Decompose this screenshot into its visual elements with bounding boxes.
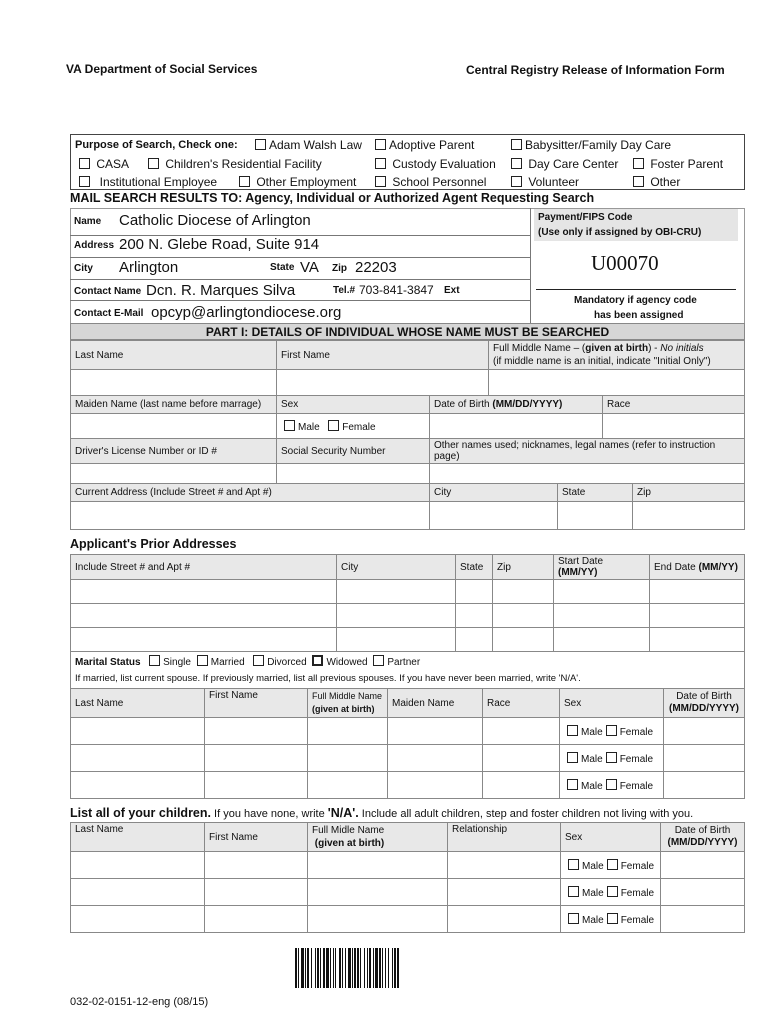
- child-first-name-input[interactable]: [205, 852, 308, 879]
- male-checkbox[interactable]: [568, 913, 579, 924]
- marital-status-label: Marital Status: [75, 657, 141, 668]
- spouse-middle-input[interactable]: [308, 745, 388, 772]
- barcode-bar: [317, 948, 319, 988]
- barcode-bar: [394, 948, 396, 988]
- option-volunteer[interactable]: Volunteer: [511, 175, 579, 189]
- child-first-name-input[interactable]: [205, 906, 308, 933]
- end-date-input[interactable]: [650, 604, 745, 628]
- prior-zip-label: Zip: [493, 555, 554, 580]
- option-other[interactable]: Other: [633, 175, 680, 189]
- spouse-last-name-input[interactable]: [71, 772, 205, 799]
- barcode-bar: [311, 948, 312, 988]
- spouse-last-name-label: Last Name: [71, 689, 205, 718]
- spouse-dob-input[interactable]: [664, 745, 745, 772]
- child-relationship-input[interactable]: [448, 852, 561, 879]
- female-checkbox[interactable]: [606, 779, 617, 790]
- child-middle-input[interactable]: [308, 852, 448, 879]
- part1-heading: PART I: DETAILS OF INDIVIDUAL WHOSE NAME MUST BE SEARCHED: [205, 325, 610, 339]
- barcode-bar: [301, 948, 304, 988]
- prior-zip-input[interactable]: [493, 580, 554, 604]
- purpose-label: Purpose of Search, Check one: [75, 139, 234, 151]
- child-sex-label: Sex: [561, 823, 661, 852]
- spouse-sex-label: Sex: [560, 689, 664, 718]
- child-last-name-input[interactable]: [71, 879, 205, 906]
- contact-name-field[interactable]: Dcn. R. Marques Silva: [146, 282, 296, 299]
- spouse-maiden-input[interactable]: [388, 745, 483, 772]
- single-checkbox[interactable]: [149, 655, 160, 666]
- sex-label: Sex: [277, 396, 430, 414]
- tel-field[interactable]: 703-841-3847: [359, 283, 434, 297]
- spouse-sex-input[interactable]: Male Female: [560, 745, 664, 772]
- race-label: Race: [603, 396, 745, 414]
- checkbox[interactable]: [375, 158, 386, 169]
- name-label: Name: [74, 216, 102, 227]
- state-field[interactable]: VA: [300, 259, 319, 276]
- spouse-maiden-input[interactable]: [388, 772, 483, 799]
- current-zip-input[interactable]: [633, 502, 745, 530]
- child-last-name-input[interactable]: [71, 852, 205, 879]
- barcode-bar: [315, 948, 316, 988]
- female-checkbox[interactable]: [607, 913, 618, 924]
- marital-status-row: Marital Status Single Married Divorced Widowed Partner: [75, 657, 421, 668]
- child-middle-input[interactable]: [308, 906, 448, 933]
- male-checkbox[interactable]: [284, 420, 295, 431]
- dob-label: Date of Birth (MM/DD/YYYY): [430, 396, 603, 414]
- child-relationship-input[interactable]: [448, 906, 561, 933]
- spouse-race-input[interactable]: [483, 745, 560, 772]
- barcode-bar: [352, 948, 353, 988]
- barcode-bar: [375, 948, 378, 988]
- child-first-name-input[interactable]: [205, 879, 308, 906]
- spouse-dob-label: Date of Birth (MM/DD/YYYY): [664, 689, 745, 718]
- spouse-middle-input[interactable]: [308, 718, 388, 745]
- spouse-first-name-input[interactable]: [205, 772, 308, 799]
- zip-field[interactable]: 22203: [355, 259, 397, 276]
- current-zip-label: Zip: [633, 484, 745, 502]
- checkbox[interactable]: [239, 176, 250, 187]
- barcode-bar: [305, 948, 306, 988]
- barcode-bar: [326, 948, 329, 988]
- fips-sublabel: (Use only if assigned by OBI-CRU): [538, 227, 702, 238]
- divorced-checkbox[interactable]: [253, 655, 264, 666]
- barcode-bar: [345, 948, 346, 988]
- prior-street-input[interactable]: [71, 604, 337, 628]
- spouse-sex-input[interactable]: Male Female: [560, 718, 664, 745]
- checkbox[interactable]: [633, 176, 644, 187]
- child-dob-input[interactable]: [661, 906, 745, 933]
- prior-state-input[interactable]: [456, 604, 493, 628]
- spouse-maiden-name-label: Maiden Name: [388, 689, 483, 718]
- start-date-label: Start Date (MM/YY): [554, 555, 650, 580]
- barcode-bar: [330, 948, 331, 988]
- fips-code-field[interactable]: U00070: [591, 251, 659, 275]
- spouse-middle-name-label: Full Middle Name (given at birth): [308, 689, 388, 718]
- middle-name-label: Full Middle Name – (given at birth) - No initials (if middle name is an initial, indicate "Initial Only"): [489, 341, 745, 370]
- current-state-input[interactable]: [558, 502, 633, 530]
- prior-addresses-table: [70, 554, 745, 652]
- barcode-bar: [385, 948, 386, 988]
- contact-name-label: Contact Name: [74, 286, 142, 297]
- end-date-label: End Date (MM/YY): [650, 555, 745, 580]
- current-address-input[interactable]: [71, 502, 430, 530]
- option-day-care-center[interactable]: Day Care Center: [511, 157, 618, 171]
- child-middle-input[interactable]: [308, 879, 448, 906]
- prior-city-input[interactable]: [337, 604, 456, 628]
- middle-name-input[interactable]: [489, 370, 745, 396]
- first-name-input[interactable]: [277, 370, 489, 396]
- barcode-bar: [335, 948, 336, 988]
- prior-city-input[interactable]: [337, 580, 456, 604]
- checkbox[interactable]: [79, 158, 90, 169]
- barcode-bar: [382, 948, 383, 988]
- female-checkbox[interactable]: [606, 752, 617, 763]
- spouse-race-input[interactable]: [483, 718, 560, 745]
- spouse-table: [70, 688, 745, 799]
- prior-street-label: Include Street # and Apt #: [71, 555, 337, 580]
- male-checkbox[interactable]: [568, 886, 579, 897]
- option-casa[interactable]: CASA: [79, 157, 129, 171]
- barcode-bar: [295, 948, 297, 988]
- checkbox[interactable]: [79, 176, 90, 187]
- male-checkbox[interactable]: [567, 779, 578, 790]
- prior-state-input[interactable]: [456, 580, 493, 604]
- email-field[interactable]: opcyp@arlingtondiocese.org: [151, 304, 342, 321]
- part1-table-2: [70, 395, 745, 489]
- current-address-label: Current Address (Include Street # and Apt #): [71, 484, 430, 502]
- barcode-bar: [339, 948, 341, 988]
- male-checkbox[interactable]: [567, 725, 578, 736]
- spouse-first-name-label: First Name: [205, 689, 308, 718]
- spouse-sex-input[interactable]: Male Female: [560, 772, 664, 799]
- checkbox[interactable]: [511, 158, 522, 169]
- checkbox[interactable]: [511, 139, 522, 150]
- female-checkbox[interactable]: [607, 886, 618, 897]
- spouse-last-name-input[interactable]: [71, 745, 205, 772]
- mandatory-note-2: has been assigned: [594, 310, 684, 321]
- married-checkbox[interactable]: [197, 655, 208, 666]
- other-names-label: Other names used; nicknames, legal names (refer to instruction page): [430, 439, 745, 464]
- barcode-bar: [397, 948, 399, 988]
- checkbox[interactable]: [511, 176, 522, 187]
- child-sex-input[interactable]: Male Female: [561, 852, 661, 879]
- barcode-bar: [354, 948, 356, 988]
- mandatory-note: Mandatory if agency code: [574, 295, 697, 306]
- prior-state-label: State: [456, 555, 493, 580]
- option-childrens-residential[interactable]: Children's Residential Facility: [148, 157, 322, 171]
- state-label: State: [270, 262, 295, 273]
- form-title: Central Registry Release of Information Form: [466, 63, 725, 77]
- child-sex-input[interactable]: Male Female: [561, 879, 661, 906]
- address-label: Address: [74, 240, 115, 251]
- option-other-employment[interactable]: Other Employment: [239, 175, 356, 189]
- address-field[interactable]: 200 N. Glebe Road, Suite 914: [119, 236, 320, 253]
- checkbox[interactable]: [633, 158, 644, 169]
- spouse-race-input[interactable]: [483, 772, 560, 799]
- checkbox[interactable]: [375, 176, 386, 187]
- checkbox[interactable]: [148, 158, 159, 169]
- marital-instruction: If married, list current spouse. If previously married, list all previous spouses. If you have never been married, write 'N/A'.: [75, 673, 581, 684]
- ext-label: Ext: [444, 285, 460, 296]
- barcode-bar: [364, 948, 365, 988]
- male-checkbox[interactable]: [567, 752, 578, 763]
- female-checkbox[interactable]: [606, 725, 617, 736]
- barcode-bar: [369, 948, 371, 988]
- start-date-input[interactable]: [554, 604, 650, 628]
- barcode-bar: [388, 948, 389, 988]
- current-address-table: [70, 483, 745, 530]
- child-relationship-label: Relationship: [448, 823, 561, 852]
- option-custody-evaluation[interactable]: Custody Evaluation: [375, 157, 496, 171]
- part1-table: [70, 340, 745, 396]
- spouse-dob-input[interactable]: [664, 718, 745, 745]
- barcode-bar: [298, 948, 299, 988]
- form-number: 032-02-0151-12-eng (08/15): [70, 996, 209, 1008]
- email-label: Contact E-Mail: [74, 308, 144, 319]
- child-dob-input[interactable]: [661, 852, 745, 879]
- spouse-race-label: Race: [483, 689, 560, 718]
- city-field[interactable]: Arlington: [119, 259, 179, 276]
- spouse-first-name-input[interactable]: [205, 718, 308, 745]
- barcode-bar: [320, 948, 321, 988]
- race-input[interactable]: [603, 414, 745, 439]
- partner-checkbox[interactable]: [373, 655, 384, 666]
- spouse-maiden-input[interactable]: [388, 718, 483, 745]
- end-date-input[interactable]: [650, 580, 745, 604]
- current-state-label: State: [558, 484, 633, 502]
- tel-label: Tel.#: [333, 285, 356, 296]
- dob-input[interactable]: [430, 414, 603, 439]
- child-first-name-label: First Name: [205, 823, 308, 852]
- city-label: City: [74, 263, 93, 274]
- female-checkbox[interactable]: [607, 859, 618, 870]
- maiden-name-input[interactable]: [71, 414, 277, 439]
- barcode-icon: [295, 948, 475, 990]
- agency-name: VA Department of Social Services: [66, 62, 258, 76]
- zip-label: Zip: [332, 263, 347, 274]
- prior-zip-input[interactable]: [493, 604, 554, 628]
- option-babysitter[interactable]: Babysitter/Family Day Care: [511, 138, 671, 152]
- dl-label: Driver's License Number or ID #: [71, 439, 277, 464]
- name-field[interactable]: Catholic Diocese of Arlington: [119, 212, 311, 229]
- spouse-dob-input[interactable]: [664, 772, 745, 799]
- barcode-bar: [348, 948, 351, 988]
- sex-input[interactable]: Male Female: [277, 414, 430, 439]
- barcode-bar: [307, 948, 309, 988]
- barcode-bar: [333, 948, 334, 988]
- mail-heading: MAIL SEARCH RESULTS TO: Agency, Individual or Authorized Agent Requesting Search: [70, 191, 595, 205]
- first-name-label: First Name: [277, 341, 489, 370]
- option-institutional-employee[interactable]: Institutional Employee: [79, 175, 217, 189]
- barcode-bar: [323, 948, 325, 988]
- barcode-bar: [357, 948, 359, 988]
- last-name-input[interactable]: [71, 370, 277, 396]
- spouse-first-name-input[interactable]: [205, 745, 308, 772]
- fips-label: Payment/FIPS Code: [538, 212, 633, 223]
- barcode-bar: [367, 948, 368, 988]
- male-checkbox[interactable]: [568, 859, 579, 870]
- prior-city-label: City: [337, 555, 456, 580]
- child-sex-input[interactable]: Male Female: [561, 906, 661, 933]
- child-middle-name-label: Full Midle Name (given at birth): [308, 823, 448, 852]
- female-checkbox[interactable]: [328, 420, 339, 431]
- child-last-name-input[interactable]: [71, 906, 205, 933]
- current-city-input[interactable]: [430, 502, 558, 530]
- option-foster-parent[interactable]: Foster Parent: [633, 157, 723, 171]
- option-adoptive-parent[interactable]: Adoptive Parent: [375, 138, 474, 152]
- option-school-personnel[interactable]: School Personnel: [375, 175, 486, 189]
- current-city-label: City: [430, 484, 558, 502]
- last-name-label: Last Name: [71, 341, 277, 370]
- barcode-bar: [373, 948, 374, 988]
- spouse-middle-input[interactable]: [308, 772, 388, 799]
- widowed-checkbox[interactable]: [312, 655, 323, 666]
- children-table: [70, 822, 745, 933]
- children-heading: List all of your children. If you have none, write 'N/A'. Include all adult children, step and foster children not living with you.: [70, 806, 694, 820]
- child-dob-label: Date of Birth (MM/DD/YYYY): [661, 823, 745, 852]
- spouse-last-name-input[interactable]: [71, 718, 205, 745]
- checkbox[interactable]: [255, 139, 266, 150]
- start-date-input[interactable]: [554, 580, 650, 604]
- child-dob-input[interactable]: [661, 879, 745, 906]
- maiden-name-label: Maiden Name (last name before marrage): [71, 396, 277, 414]
- barcode-bar: [392, 948, 393, 988]
- child-last-name-label: Last Name: [71, 823, 205, 852]
- prior-street-input[interactable]: [71, 580, 337, 604]
- barcode-bar: [342, 948, 343, 988]
- ssn-label: Social Security Number: [277, 439, 430, 464]
- barcode-bar: [379, 948, 381, 988]
- option-adam-walsh[interactable]: Adam Walsh Law: [255, 138, 362, 152]
- checkbox[interactable]: [375, 139, 386, 150]
- child-relationship-input[interactable]: [448, 879, 561, 906]
- prior-addresses-heading: Applicant's Prior Addresses: [70, 537, 237, 551]
- barcode-bar: [360, 948, 361, 988]
